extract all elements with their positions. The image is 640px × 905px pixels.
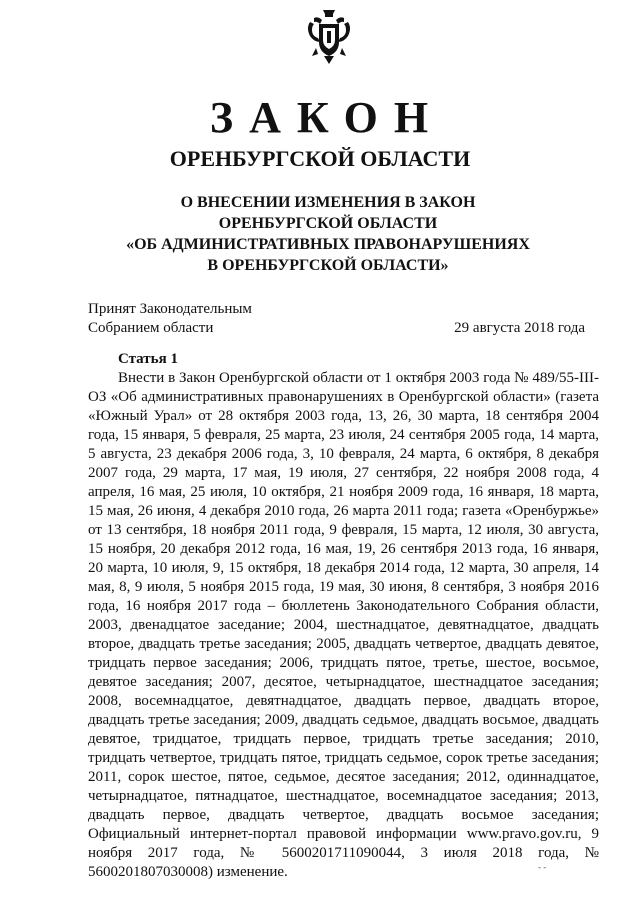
- document-title: ЗАКОН: [209, 93, 445, 142]
- adoption-date: 29 августа 2018 года: [454, 320, 585, 336]
- document-subtitle: ОРЕНБУРГСКОЙ ОБЛАСТИ: [169, 146, 471, 171]
- page-mark: - -: [538, 862, 547, 872]
- heading-line: В ОРЕНБУРГСКОЙ ОБЛАСТИ»: [207, 257, 449, 274]
- adoption-line: Принят Законодательным: [88, 301, 252, 317]
- heading-line: «ОБ АДМИНИСТРАТИВНЫХ ПРАВОНАРУШЕНИЯХ: [126, 236, 530, 253]
- adoption-note: [88, 300, 252, 338]
- article-label: Статья 1: [118, 351, 178, 367]
- adoption-line: Собранием области: [88, 320, 214, 336]
- article-text: Внести в Закон Оренбургской области от 1 октября 2003 года № 489/55-III-ОЗ «Об административных правонарушениях в Оренбургской области» (газета «Южный Урал» от 28 октября 2003 года, 13, 26, 30 марта, 18 сентября 2004 года, 15 января, 5 февраля, 25 марта, 23 июля, 24 сентября 2005 года, 14 марта, 5 августа, 23 декабря 2006 года, 3, 10 февраля, 24 марта, 6 октября, 8 декабря 2007 года, 29 марта, 17 мая, 19 июля, 27 сентября, 22 ноября 2008 года, 4 апреля, 16 мая, 25 июля, 10 октября, 21 ноября 2009 года, 16 января, 18 марта, 15 мая, 26 июня, 4 декабря 2010 года, 26 марта 2011 года; газета «Оренбуржье» от 13 сентября, 18 ноября 2011 года, 9 февраля, 15 марта, 12 июля, 30 августа, 15 ноября, 20 декабря 2012 года, 16 мая, 19, 26 сентября 2013 года, 16 января, 20 марта, 10 июля, 9, 15 октября, 18 декабря 2014 года, 12 марта, 30 апреля, 14 мая, 8, 9 июля, 5 ноября 2015 года, 19 мая, 30 июня, 8 сентября, 3 ноября 2016 года, 16 ноября 2017 года – бюллетень Законодательного Собрания области, 2003, двенадцатое заседание; 2004, шестнадцатое, девятнадцатое, двадцать второе, двадцать третье заседания; 2005, двадцать четвертое, двадцать девятое, тридцать первое заседания; 2006, тридцать пятое, третье, шестое, восьмое, девятое заседания; 2007, десятое, четырнадцатое, шестнадцатое заседания; 2008, восемнадцатое, девятнадцатое, двадцать первое, двадцать второе, двадцать третье заседания; 2009, двадцать седьмое, двадцать восьмое, двадцать девятое, тридцатое, тридцать первое, тридцать третье заседания; 2010, тридцать четвертое, тридцать пятое, тридцать седьмое, сорок третье заседания; 2011, сорок шестое, пятое, седьмое, десятое заседания; 2012, одиннадцатое, четырнадцатое, пятнадцатое, шестнадцатое, восемнадцатое заседания; 2013, двадцать первое, двадцать четвертое, двадцать восьмое заседания; Официальный интернет-портал правовой информации www.pravo.gov.ru, 9 ноября 2017 года, № 5600201711090044, 3 июля 2018 года, № 5600201807030008) изменение.: [88, 370, 599, 880]
- law-heading: [110, 192, 546, 276]
- heading-line: ОРЕНБУРГСКОЙ ОБЛАСТИ: [218, 215, 438, 232]
- coat-of-arms-icon: [306, 8, 352, 66]
- heading-line: О ВНЕСЕНИИ ИЗМЕНЕНИЯ В ЗАКОН: [180, 194, 476, 211]
